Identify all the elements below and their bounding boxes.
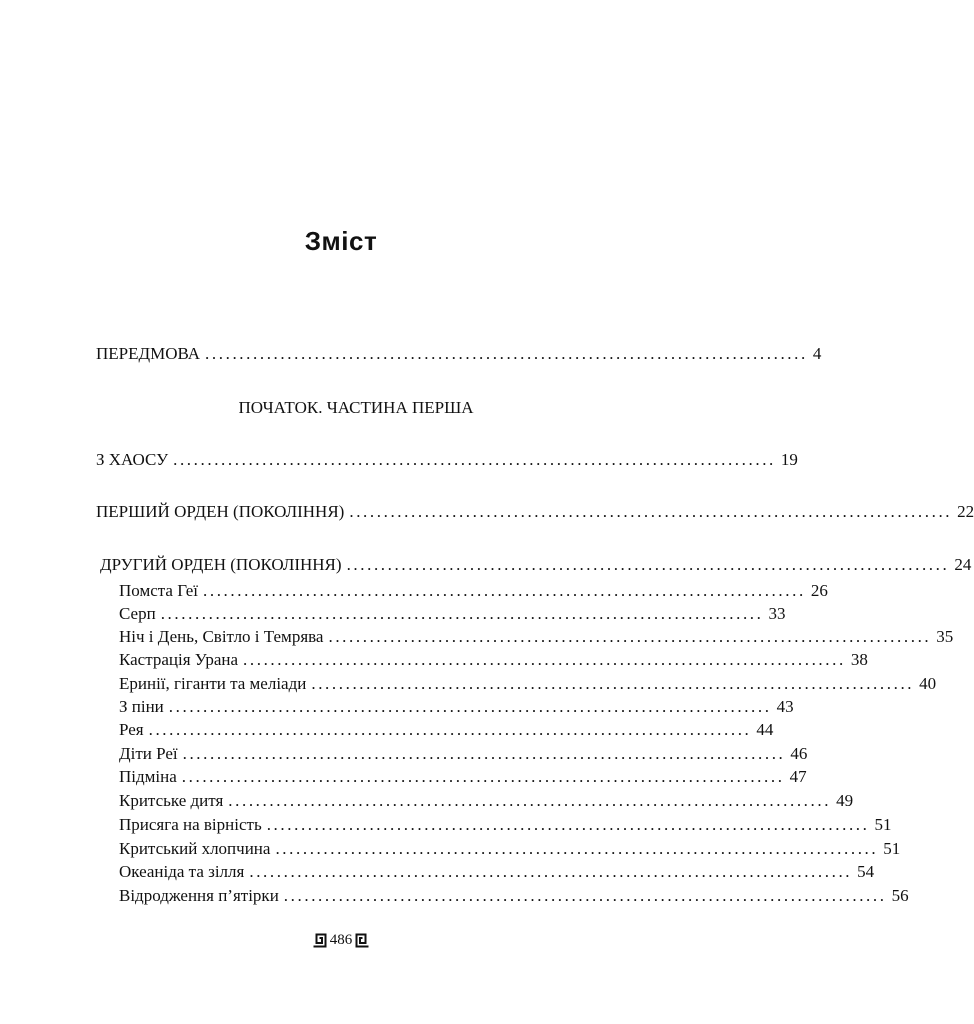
toc-entry-page: 40 <box>919 674 937 693</box>
toc-entry-label: Діти Реї <box>119 744 178 763</box>
toc-subentry[interactable] <box>119 790 854 812</box>
toc-entry-page: 47 <box>789 767 807 786</box>
toc-subentry[interactable] <box>119 743 808 765</box>
part-heading: ПОЧАТОК. ЧАСТИНА ПЕРША <box>238 398 474 417</box>
dot-leader: ........................................................................................ <box>346 555 950 574</box>
toc-subentry[interactable] <box>119 649 868 671</box>
page-title: Зміст <box>304 226 378 256</box>
toc-entry-page: 43 <box>776 697 794 716</box>
toc-subentry[interactable] <box>119 766 807 788</box>
toc-entry-page: 22 <box>957 502 974 521</box>
toc-entry-page: 35 <box>936 627 954 646</box>
dot-leader: ........................................................................................ <box>203 581 806 600</box>
toc-entry-label: Рея <box>119 720 144 739</box>
toc-entry-page: 56 <box>891 886 909 905</box>
toc-subentry[interactable] <box>119 603 786 625</box>
dot-leader: ........................................................................................ <box>182 744 786 763</box>
toc-subentry[interactable] <box>119 696 794 718</box>
toc-entry-page: 54 <box>857 862 875 881</box>
toc-entry-chaos[interactable] <box>96 449 798 471</box>
toc-entry-page: 38 <box>850 650 868 669</box>
toc-subentry[interactable] <box>119 861 875 883</box>
toc-entry-label: Океаніда та зілля <box>119 862 245 881</box>
toc-entry-label: Серп <box>119 604 156 623</box>
toc-entry-label: ДРУГИЙ ОРДЕН (ПОКОЛІННЯ) <box>100 555 342 574</box>
toc-subentry[interactable] <box>119 814 892 836</box>
dot-leader: ........................................................................................ <box>173 450 776 469</box>
toc-subentry[interactable] <box>119 719 774 741</box>
toc-entry-page: 33 <box>768 604 786 623</box>
dot-leader: ........................................................................................ <box>283 886 887 905</box>
dot-leader: ........................................................................................ <box>243 650 846 669</box>
dot-leader: ........................................................................................ <box>205 344 808 363</box>
toc-entry-label: Критське дитя <box>119 791 224 810</box>
toc-entry-page: 46 <box>790 744 808 763</box>
dot-leader: ........................................................................................ <box>275 839 879 858</box>
meander-left-icon <box>312 933 327 948</box>
dot-leader: ........................................................................................ <box>181 767 785 786</box>
toc-entry-label: Еринії, гіганти та меліади <box>119 674 307 693</box>
page-number <box>0 932 682 949</box>
dot-leader: ........................................................................................ <box>228 791 832 810</box>
dot-leader: ........................................................................................ <box>328 627 932 646</box>
toc-subentry[interactable] <box>119 838 901 860</box>
dot-leader: ........................................................................................ <box>349 502 953 521</box>
dot-leader: ........................................................................................ <box>168 697 772 716</box>
toc-subentry[interactable] <box>119 626 954 648</box>
toc-entry-label: Критський хлопчина <box>119 839 271 858</box>
toc-subentry[interactable] <box>119 885 909 907</box>
toc-entry-page: 19 <box>780 450 798 469</box>
toc-entry-page: 51 <box>874 815 892 834</box>
toc-entry-page: 44 <box>756 720 774 739</box>
toc-entry-preface[interactable] <box>96 343 822 365</box>
toc-entry-label: Помста Геї <box>119 581 198 600</box>
toc-entry-second-order[interactable] <box>100 554 972 576</box>
dot-leader: ........................................................................................ <box>160 604 764 623</box>
dot-leader: ........................................................................................ <box>311 674 915 693</box>
toc-entry-label: Присяга на вірність <box>119 815 262 834</box>
toc-entry-page: 4 <box>812 344 822 363</box>
toc-subentry[interactable] <box>119 580 828 602</box>
toc-entry-label: Підміна <box>119 767 177 786</box>
dot-leader: ........................................................................................ <box>266 815 870 834</box>
toc-entry-label: ПЕРЕДМОВА <box>96 344 201 363</box>
toc-entry-label: Відродження п’ятірки <box>119 886 279 905</box>
toc-entry-page: 49 <box>836 791 854 810</box>
dot-leader: ........................................................................................ <box>148 720 752 739</box>
toc-entry-label: Кастрація Урана <box>119 650 239 669</box>
toc-entry-label: ПЕРШИЙ ОРДЕН (ПОКОЛІННЯ) <box>96 502 345 521</box>
page-number-value: 486 <box>329 932 353 948</box>
meander-right-icon <box>355 933 370 948</box>
toc-entry-first-order[interactable] <box>96 501 974 523</box>
toc-entry-page: 51 <box>883 839 901 858</box>
toc-entry-label: З ХАОСУ <box>96 450 169 469</box>
toc-entry-label: З піни <box>119 697 164 716</box>
toc-entry-page: 26 <box>810 581 828 600</box>
dot-leader: ........................................................................................ <box>249 862 853 881</box>
toc-subentry[interactable] <box>119 673 937 695</box>
toc-entry-label: Ніч і День, Світло і Темрява <box>119 627 324 646</box>
toc-entry-page: 24 <box>954 555 972 574</box>
